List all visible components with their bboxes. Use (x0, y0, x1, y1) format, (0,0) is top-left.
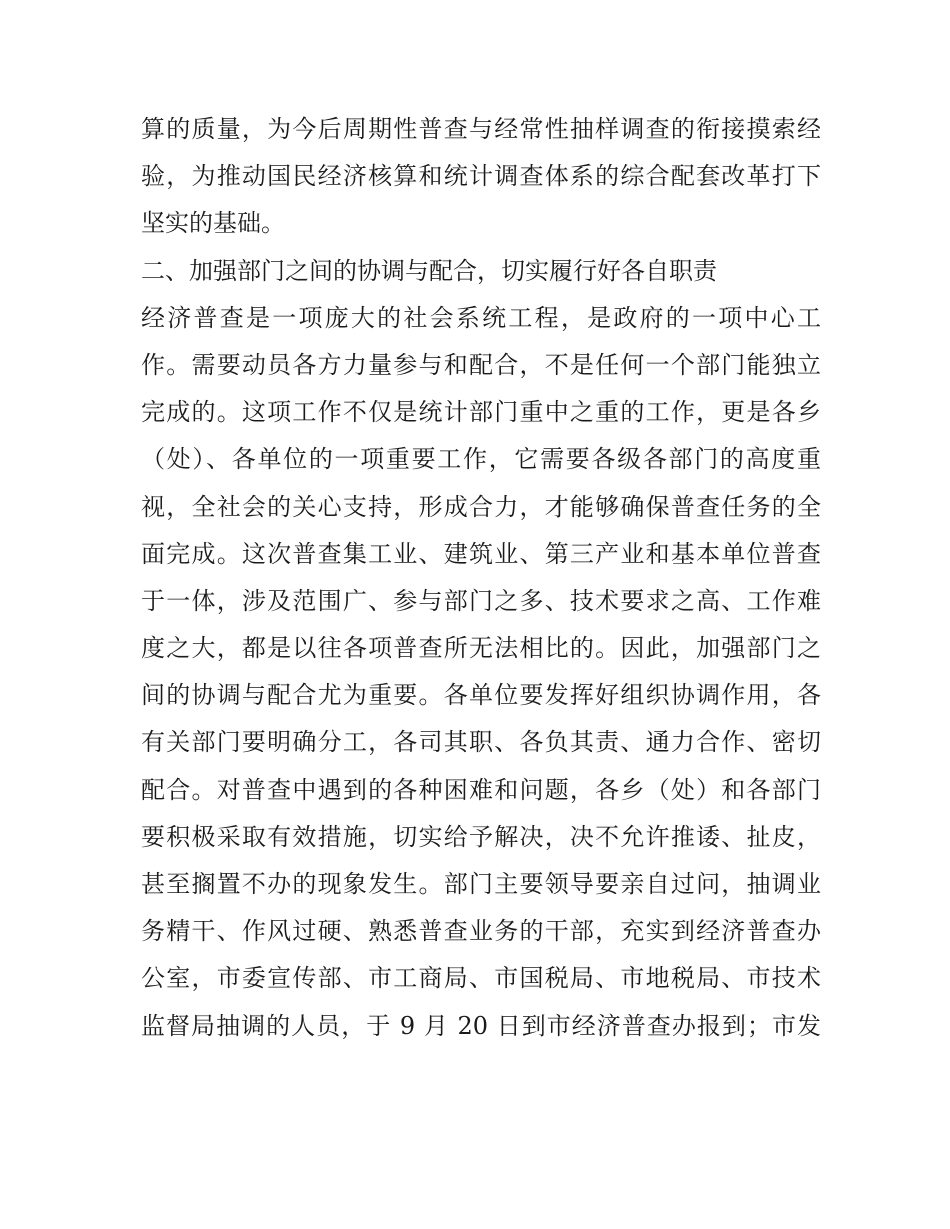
text-line: 经济普查是一项庞大的社会系统工程，是政府的一项中心工 (141, 303, 821, 332)
text-line: 有关部门要明确分工，各司其职、各负其责、通力合作、密切 (141, 728, 821, 757)
text-line: 间的协调与配合尤为重要。各单位要发挥好组织协调作用，各 (141, 681, 821, 710)
text-line: 甚至搁置不办的现象发生。部门主要领导要亲自过问，抽调业 (141, 870, 821, 898)
text-line: 监督局抽调的人员，于 9 月 20 日到市经济普查办报到；市发 (141, 1011, 821, 1040)
text-line: 坚实的基础。 (141, 209, 285, 238)
text-line: 作。需要动员各方力量参与和配合，不是任何一个部门能独立 (141, 350, 821, 379)
text-line: 二、加强部门之间的协调与配合，切实履行好各自职责 (141, 256, 717, 285)
text-line: 验，为推动国民经济核算和统计调查体系的综合配套改革打下 (141, 162, 821, 191)
text-line: 要积极采取有效措施，切实给予解决，决不允许推诿、扯皮， (141, 822, 821, 851)
text-line: 完成的。这项工作不仅是统计部门重中之重的工作，更是各乡 (141, 398, 821, 427)
text-line: 务精干、作风过硬、熟悉普查业务的干部，充实到经济普查办 (141, 917, 821, 946)
text-line: 面完成。这次普查集工业、建筑业、第三产业和基本单位普查 (141, 539, 821, 568)
text-line: 算的质量，为今后周期性普查与经常性抽样调查的衔接摸索经 (141, 115, 821, 143)
body-text (141, 106, 821, 1050)
text-line: 于一体，涉及范围广、参与部门之多、技术要求之高、工作难 (141, 586, 821, 615)
text-line: 配合。对普查中遇到的各种困难和问题，各乡（处）和各部门 (141, 775, 821, 804)
text-line: 度之大，都是以往各项普查所无法相比的。因此，加强部门之 (141, 634, 821, 663)
text-line: 公室，市委宣传部、市工商局、市国税局、市地税局、市技术 (141, 964, 821, 993)
text-line: 视，全社会的关心支持，形成合力，才能够确保普查任务的全 (141, 492, 821, 521)
text-line: （处）、各单位的一项重要工作，它需要各级各部门的高度重 (141, 445, 821, 474)
